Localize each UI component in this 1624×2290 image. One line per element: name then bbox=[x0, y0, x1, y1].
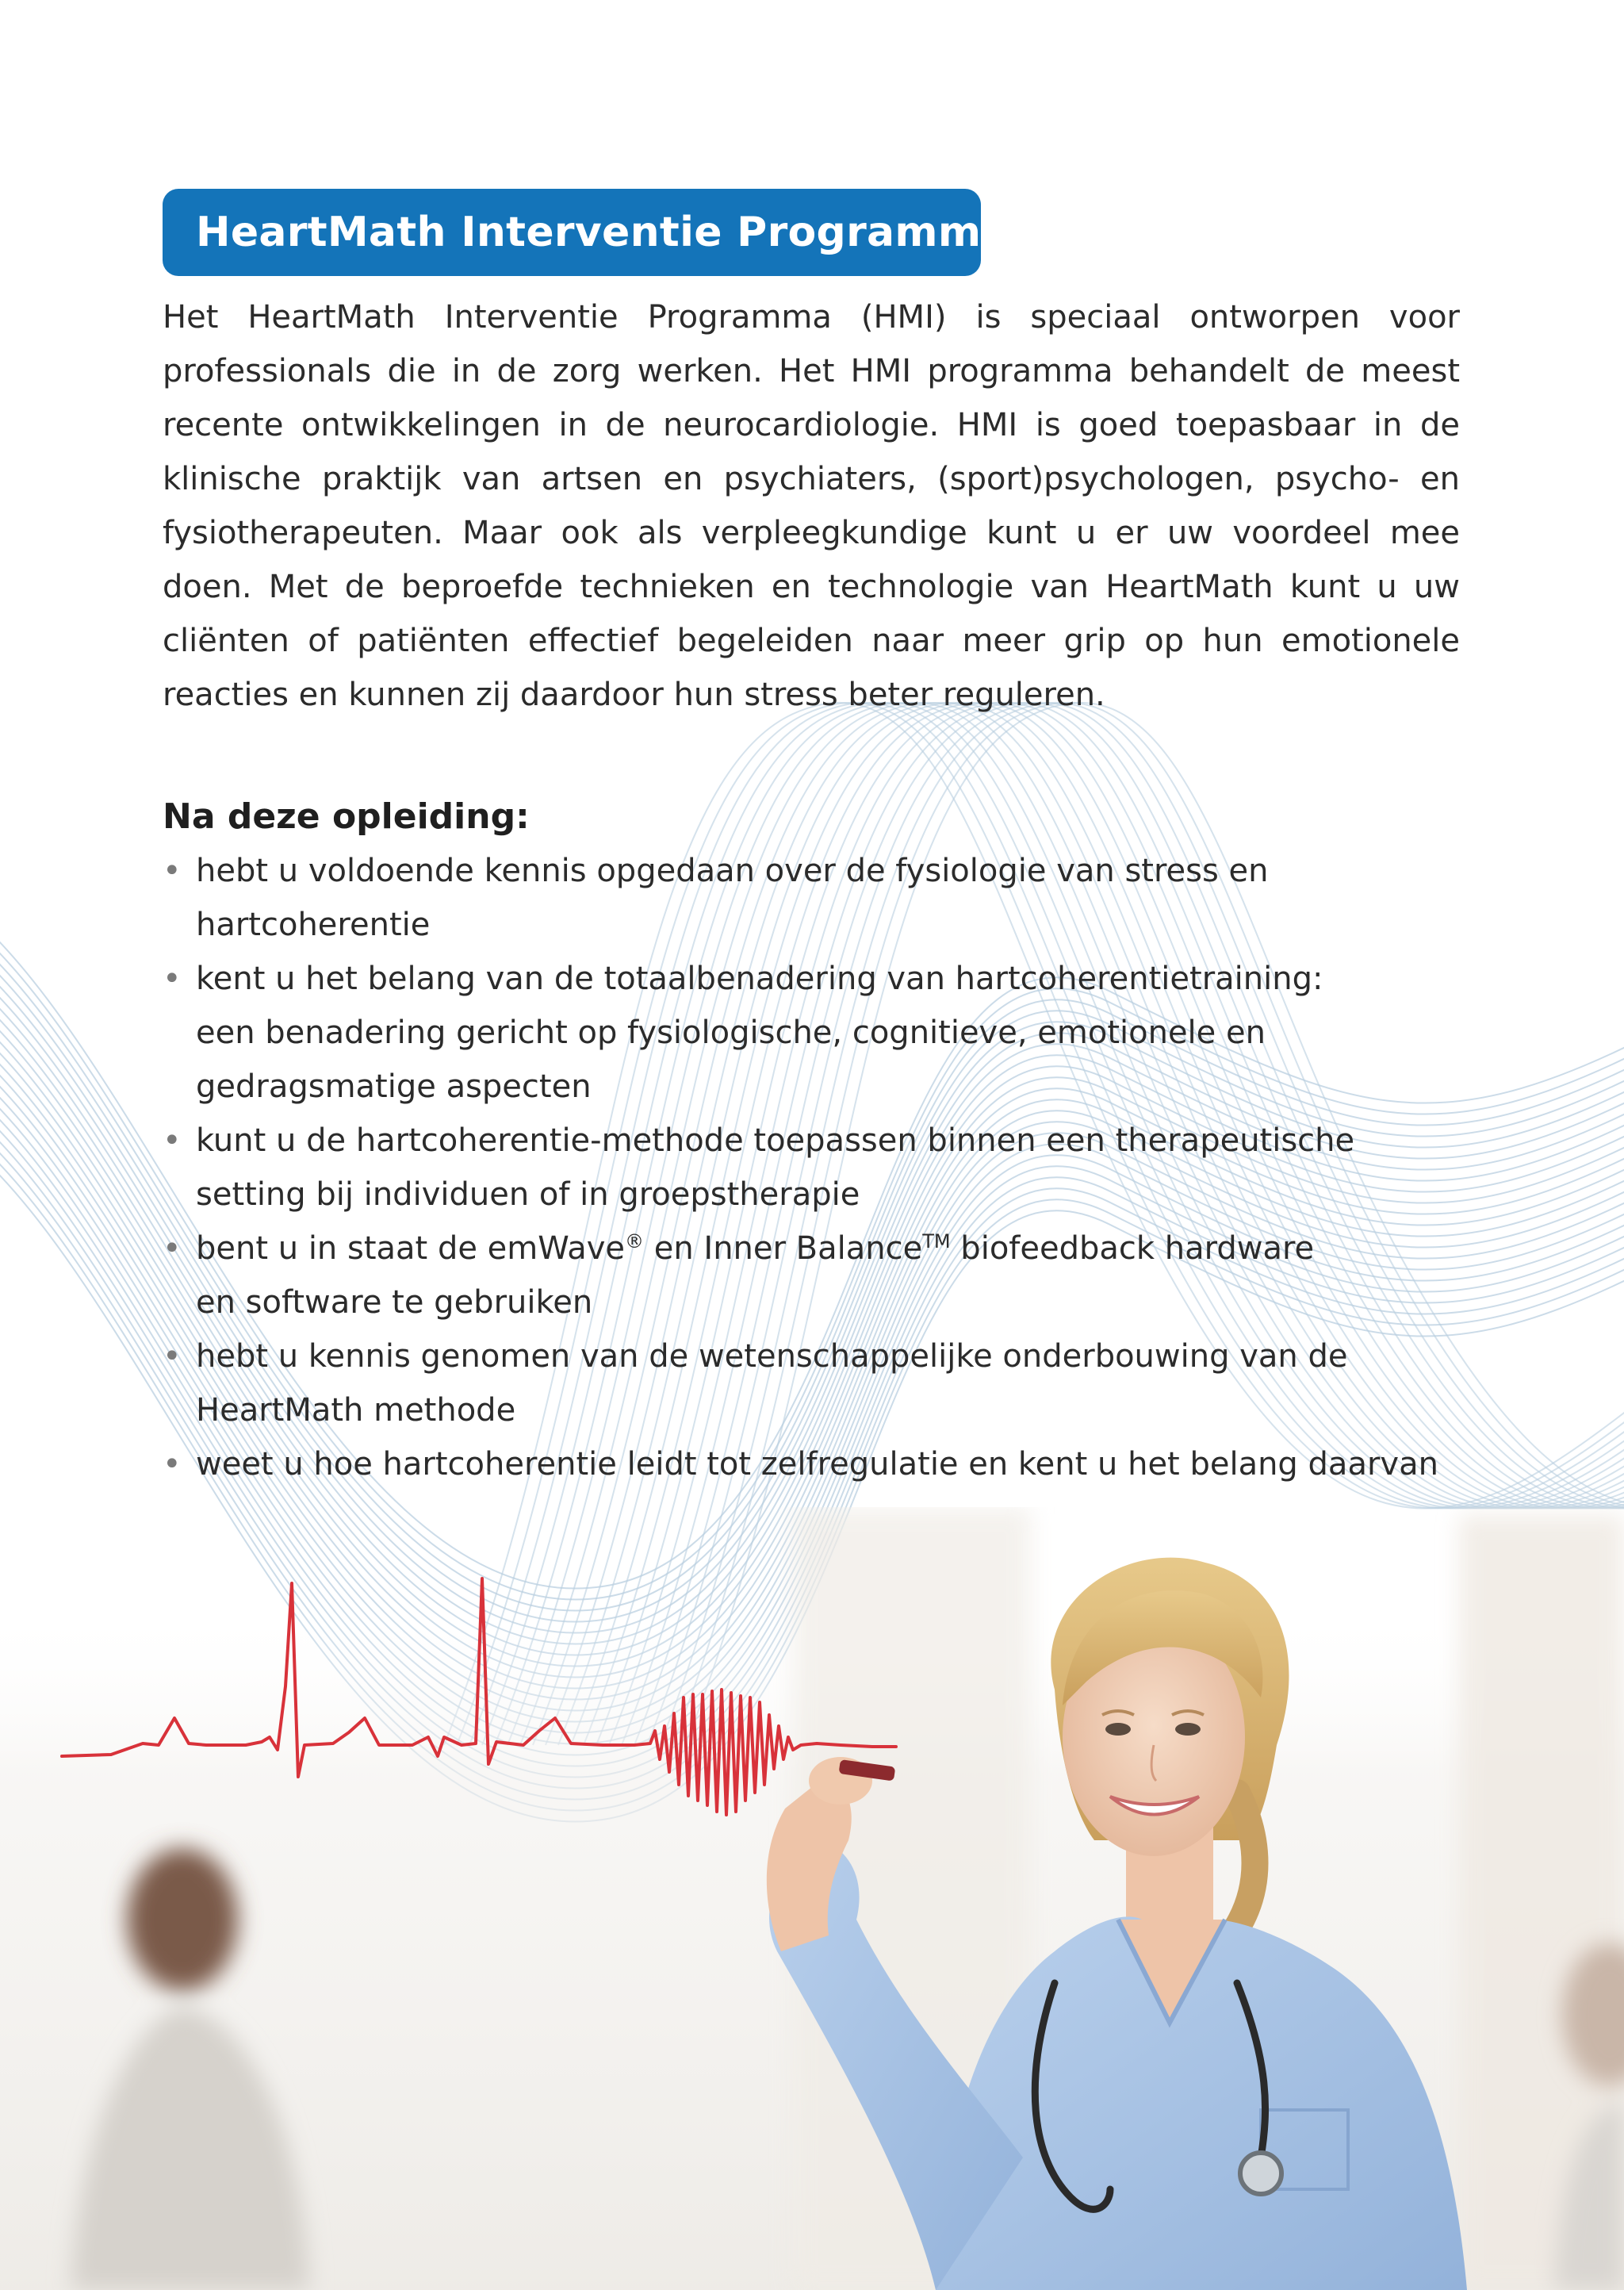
list-item-text: hebt u kennis genomen van de wetenschappelijke onderbouwing van de bbox=[196, 1338, 1348, 1375]
list-item-text: weet u hoe hartcoherentie leidt tot zelfregulatie en kent u het belang daarvan bbox=[196, 1446, 1438, 1483]
outcomes-list bbox=[163, 844, 1463, 1491]
list-item bbox=[163, 1329, 1463, 1437]
outcomes-heading: Na deze opleiding: bbox=[163, 796, 530, 837]
list-item-text: biofeedback hardware bbox=[950, 1230, 1315, 1267]
list-item-text: HeartMath methode bbox=[196, 1392, 516, 1429]
list-item-text: en Inner Balance bbox=[644, 1230, 923, 1267]
bullet-marker: • bbox=[163, 1122, 182, 1159]
list-item-text: bent u in staat de emWave bbox=[196, 1230, 626, 1267]
list-item bbox=[163, 1437, 1463, 1491]
list-item bbox=[163, 1222, 1463, 1329]
bullet-marker: • bbox=[163, 961, 182, 997]
list-item bbox=[163, 844, 1463, 952]
nurse-drawing-heartbeat-illustration bbox=[0, 1507, 1624, 2290]
list-item-text: gedragsmatige aspecten bbox=[196, 1068, 592, 1105]
list-item-text: kunt u de hartcoherentie-methode toepassen binnen een therapeutische bbox=[196, 1122, 1355, 1159]
main-content bbox=[163, 189, 1463, 1491]
list-item-text: en software te gebruiken bbox=[196, 1284, 593, 1321]
list-item-text: hebt u voldoende kennis opgedaan over de fysiologie van stress en hartcoherentie bbox=[196, 853, 1269, 943]
bullet-marker: • bbox=[163, 1446, 182, 1483]
list-item bbox=[163, 1114, 1463, 1222]
list-item-text: een benadering gericht op fysiologische, cognitieve, emotionele en bbox=[196, 1015, 1266, 1051]
bullet-marker: • bbox=[163, 1230, 182, 1267]
bullet-marker: • bbox=[163, 1338, 182, 1375]
bullet-marker: • bbox=[163, 853, 182, 889]
list-item-text: setting bij individuen of in groepstherapie bbox=[196, 1176, 860, 1213]
intro-paragraph: Het HeartMath Interventie Programma (HMI) is speciaal ontworpen voor professionals die in de zorg werken. Het HMI programma behandelt de meest recente ontwikkelingen in de neurocardiologie. HMI is goed toepasbaar in de klinische praktijk van artsen en psychiaters, (sport)psychologen, psycho- en fysiotherapeuten. Maar ook als verpleegkundige kunt u er uw voordeel mee doen. Met de beproefde technieken en technologie van HeartMath kunt u uw cliënten of patiënten effectief begeleiden naar meer grip op hun emotionele reacties en kunnen zij daardoor hun stress beter reguleren. bbox=[163, 299, 1460, 713]
section-title: HeartMath Interventie Programma bbox=[163, 189, 981, 276]
list-item bbox=[163, 952, 1463, 1114]
list-item-text: kent u het belang van de totaalbenadering van hartcoherentietraining: bbox=[196, 961, 1323, 997]
trademark-mark: TM bbox=[922, 1230, 951, 1252]
registered-mark: ® bbox=[625, 1230, 645, 1252]
